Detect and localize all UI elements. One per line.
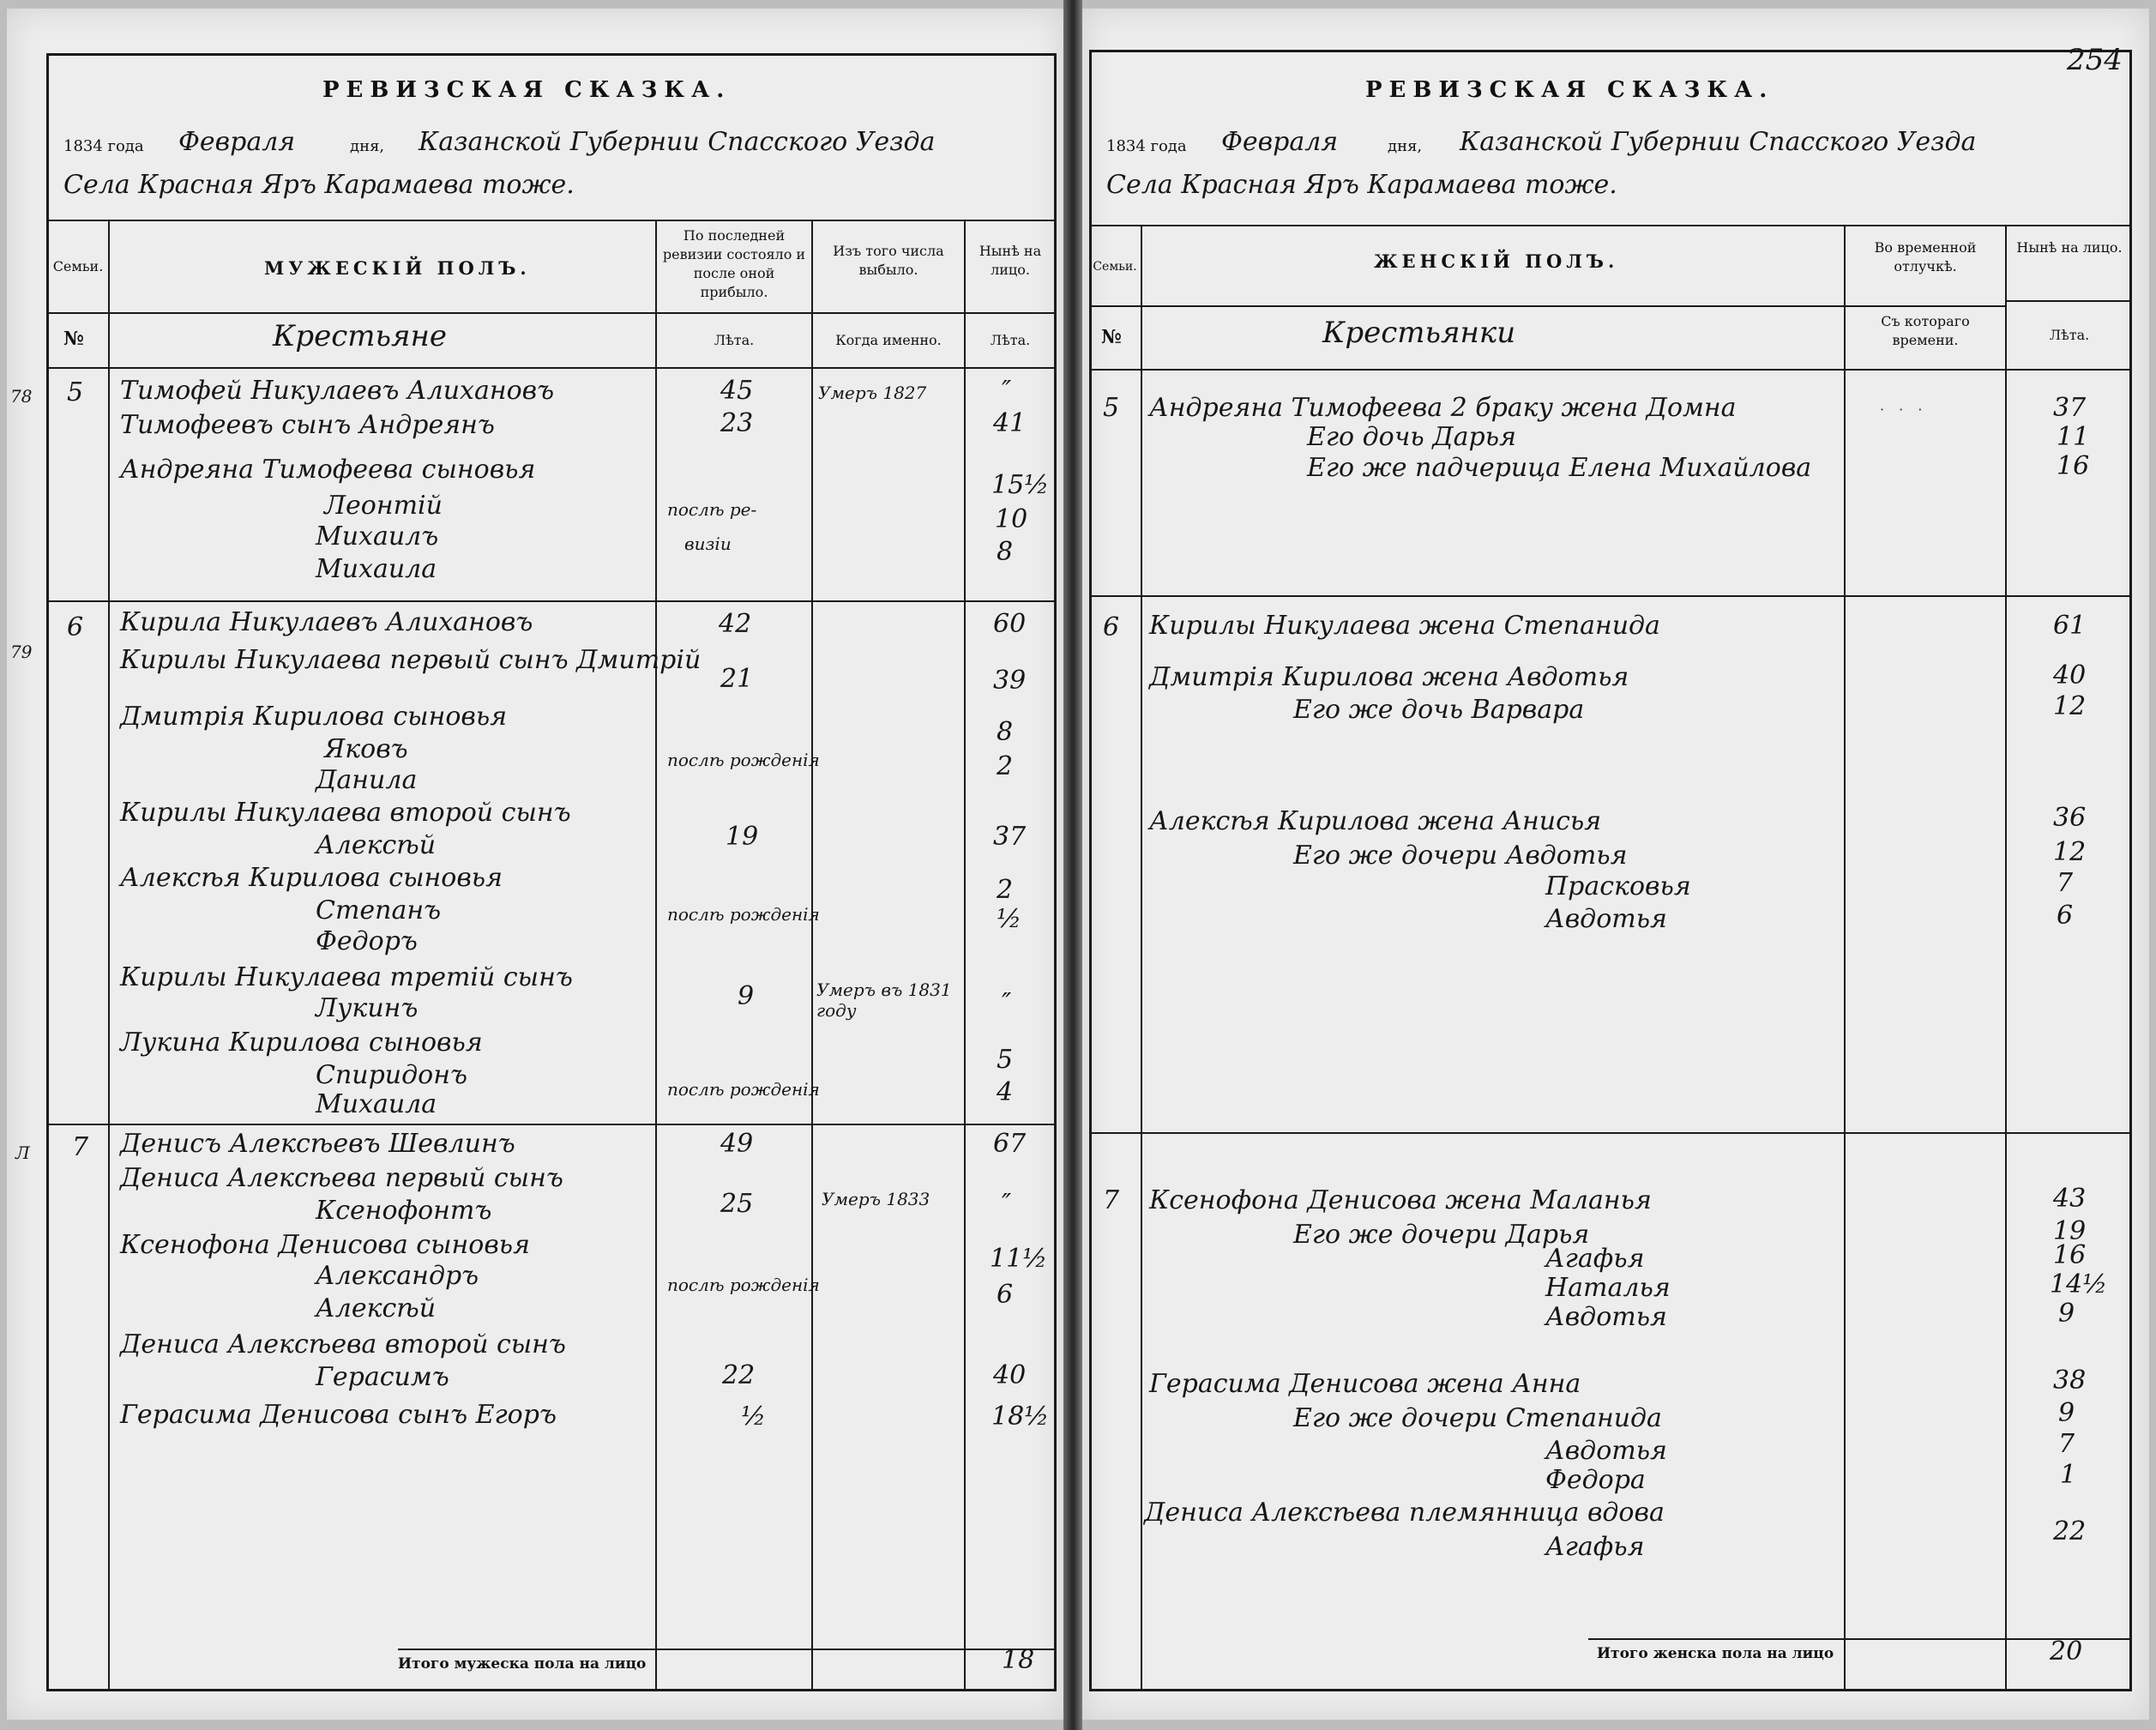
left-entry-now: ″ (1002, 376, 1012, 406)
right-entry-now: 16 (2053, 1240, 2087, 1270)
left-entry-name: Дениса Алексѣева второй сынъ (120, 1329, 566, 1359)
right-entry-now: 14½ (2050, 1269, 2108, 1299)
right-total-label: Итого женска пола на лицо (1597, 1645, 1834, 1662)
left-family-separator (46, 600, 1057, 602)
left-entry-now: 10 (995, 504, 1028, 534)
right-family-separator (1089, 595, 2132, 597)
left-entry-now: 60 (993, 609, 1027, 639)
right-col-divider-names (1844, 225, 1846, 1691)
left-entry-name: Герасима Денисова сынъ Егоръ (120, 1400, 557, 1430)
right-entry-now: 43 (2053, 1184, 2087, 1214)
left-entry-now: 5 (997, 1045, 1014, 1075)
left-entry-name: Лукина Кирилова сыновья (120, 1028, 483, 1058)
right-entry-now: 1 (2060, 1460, 2077, 1490)
left-sub-estate: Крестьяне (273, 319, 448, 353)
left-col-divider-revision (811, 220, 813, 1691)
left-col-family-header: Семьи. (52, 258, 104, 274)
left-entry-name: Кирилы Никулаева второй сынъ (120, 798, 571, 828)
right-entry-name: Герасима Денисова жена Анна (1149, 1369, 1581, 1399)
left-entry-now: 6 (997, 1280, 1014, 1310)
left-entry-name: Леонтій (324, 491, 443, 521)
right-entry-name: Федора (1545, 1465, 1646, 1495)
left-total-rule (398, 1649, 1057, 1650)
left-entry-name: Алексѣй (316, 830, 437, 860)
right-entry-name: Его же дочь Варвара (1293, 695, 1585, 725)
right-entry-now: 9 (2058, 1299, 2075, 1329)
left-entry-when: Умеръ 1833 (822, 1189, 930, 1209)
left-entry-revision: 45 (720, 376, 754, 406)
left-col-section-header: МУЖЕСКІЙ ПОЛЪ. (264, 257, 531, 279)
left-entry-now: 67 (993, 1129, 1027, 1159)
left-total-value: 18 (1002, 1645, 1035, 1675)
left-marginal-note: Л (15, 1142, 30, 1163)
right-entry-name: Его же дочери Степанида (1293, 1403, 1662, 1433)
right-col-absence-header: Во временной отлучкѣ. (1874, 239, 1977, 274)
right-date-year: 1834 года (1106, 137, 1187, 155)
right-col-now-header: Нынѣ на лицо. (2016, 239, 2123, 256)
left-col-left-header: Изъ того числа выбыло. (833, 243, 944, 278)
right-entry-now: 6 (2057, 901, 2074, 931)
left-header-top-rule (46, 220, 1057, 221)
left-total-label: Итого мужеска пола на лицо (398, 1655, 647, 1673)
left-sub-years2: Лѣта. (990, 332, 1031, 348)
book-spine (1063, 0, 1082, 1730)
left-sub-years1: Лѣта. (714, 332, 755, 348)
right-entry-name: Дмитрія Кирилова жена Авдотья (1149, 662, 1629, 692)
left-entry-now: 40 (993, 1360, 1027, 1390)
left-entry-revision-note: визіи (684, 533, 732, 554)
left-entry-name: Кирилы Никулаева первый сынъ Дмитрій (120, 645, 702, 675)
left-entry-when: Умеръ въ 1831 году (816, 980, 952, 1021)
left-entry-revision: 49 (720, 1129, 754, 1159)
right-entry-name: Андреяна Тимофеева 2 браку жена Домна (1149, 393, 1737, 423)
left-marginal-note: 78 (10, 386, 33, 407)
left-entry-now: ½ (997, 904, 1022, 934)
left-entry-revision: 23 (720, 408, 754, 438)
right-entry-name: Его дочь Дарья (1307, 422, 1516, 452)
right-family-separator (1089, 1132, 2132, 1134)
left-entry-name: Денисъ Алексѣевъ Шевлинъ (120, 1129, 515, 1159)
right-entry-name: Его же падчерица Елена Михайлова (1307, 453, 1812, 483)
right-entry-now: 61 (2053, 611, 2087, 641)
right-col-divider-family (1141, 225, 1142, 1691)
left-entry-name: Андреяна Тимофеева сыновья (120, 455, 536, 485)
left-entry-revision: ½ (741, 1401, 767, 1432)
right-header-mid-rule (2007, 300, 2132, 302)
right-entry-name: Прасковья (1545, 871, 1691, 901)
right-date-place: Казанской Губернии Спасского Уезда (1460, 127, 1977, 157)
right-entry-now: 36 (2053, 803, 2087, 833)
left-entry-name: Федоръ (316, 926, 418, 956)
left-entry-name: Тимофеевъ сынъ Андреянъ (120, 410, 495, 440)
right-sub-estate: Крестьянки (1322, 316, 1516, 350)
left-entry-revision: 22 (722, 1360, 756, 1390)
right-entry-now: 19 (2053, 1216, 2087, 1246)
left-family-number: 5 (67, 377, 84, 407)
left-entry-name: Тимофей Никулаевъ Алихановъ (120, 376, 555, 406)
left-entry-revision: 19 (726, 822, 759, 852)
right-family-number: 5 (1103, 393, 1120, 423)
left-entry-name: Алексѣй (316, 1293, 437, 1323)
left-date-day-label: дня, (350, 137, 385, 155)
right-entry-now: 38 (2053, 1365, 2087, 1395)
left-col-divider-family (108, 220, 110, 1691)
left-entry-revision: 9 (738, 981, 755, 1011)
left-sub-no: № (63, 328, 84, 350)
right-entry-name: Ксенофона Денисова жена Маланья (1149, 1185, 1652, 1215)
right-col-section-header: ЖЕНСКІЙ ПОЛЪ. (1374, 250, 1619, 272)
left-entry-name: Данила (316, 765, 418, 795)
left-entry-name: Лукинъ (316, 993, 419, 1023)
left-entry-name: Яковъ (324, 734, 408, 764)
left-entry-name: Дениса Алексѣева первый сынъ (120, 1163, 563, 1193)
left-entry-name: Ксенофона Денисова сыновья (120, 1230, 531, 1260)
left-entry-revision-note: послѣ ре- (667, 499, 757, 520)
left-entry-name: Алексѣя Кирилова сыновья (120, 863, 503, 893)
right-entry-name: Авдотья (1545, 904, 1667, 934)
right-entry-now: 37 (2053, 393, 2087, 423)
left-entry-now: 41 (993, 408, 1027, 438)
right-entry-name: Авдотья (1545, 1302, 1667, 1332)
left-entry-revision-note: послѣ рожденія (667, 904, 820, 925)
left-col-divider-names (655, 220, 657, 1691)
right-total-value: 20 (2050, 1637, 2083, 1667)
right-entry-name: Его же дочери Дарья (1293, 1220, 1590, 1250)
left-entry-now: ″ (1002, 1189, 1012, 1219)
left-entry-name: Кирила Никулаевъ Алихановъ (120, 607, 533, 637)
left-col-now-header: Нынѣ на лицо. (979, 243, 1042, 278)
left-family-number: 6 (67, 612, 84, 642)
right-entry-now: 12 (2053, 837, 2087, 867)
right-entry-name: Кирилы Никулаева жена Степанида (1149, 611, 1660, 641)
left-entry-now: 37 (993, 822, 1027, 852)
left-entry-revision-note: послѣ рожденія (667, 1275, 820, 1295)
right-entry-now: 7 (2057, 868, 2074, 898)
left-family-separator (46, 1124, 1057, 1125)
right-page (1082, 9, 2149, 1720)
right-entry-name: Агафья (1545, 1532, 1645, 1562)
left-entry-name: Дмитрія Кирилова сыновья (120, 702, 508, 732)
right-entry-name: Дениса Алексѣева племянница вдова (1144, 1498, 1665, 1528)
left-entry-revision: 25 (720, 1189, 754, 1219)
right-header-mid-rule (1089, 305, 2007, 307)
left-entry-now: 8 (997, 717, 1014, 747)
right-entry-name: Его же дочери Авдотья (1293, 841, 1628, 871)
right-family-number: 6 (1103, 612, 1120, 642)
left-entry-revision: 21 (720, 664, 754, 694)
right-entry-now: 22 (2053, 1516, 2087, 1546)
right-entry-now: 16 (2057, 451, 2090, 481)
right-date-day-label: дня, (1388, 137, 1423, 155)
left-entry-now: 15½ (991, 470, 1050, 500)
right-date-month: Февраля (1221, 127, 1339, 157)
left-header-mid-rule (46, 312, 1057, 314)
left-family-number: 7 (72, 1132, 89, 1162)
left-date-month: Февраля (178, 127, 296, 157)
left-marginal-note: 79 (10, 642, 33, 662)
left-entry-now: 39 (993, 666, 1027, 696)
left-header-bottom-rule (46, 367, 1057, 369)
left-entry-now: 11½ (990, 1244, 1048, 1274)
left-entry-when: Умеръ 1827 (818, 383, 927, 403)
right-entry-now: 40 (2053, 660, 2087, 690)
right-entry-name: Наталья (1545, 1273, 1671, 1303)
left-page-title: РЕВИЗСКАЯ СКАЗКА. (322, 77, 732, 103)
right-col-family-header: Семьи. (1093, 260, 1137, 274)
left-entry-now: 4 (997, 1077, 1014, 1107)
left-col-divider-left (964, 220, 966, 1691)
right-entry-now: 11 (2057, 422, 2090, 452)
right-entry-now: 7 (2058, 1429, 2075, 1459)
left-entry-now: 8 (997, 537, 1014, 567)
left-entry-revision-note: послѣ рожденія (667, 1079, 820, 1100)
left-date-year: 1834 года (63, 137, 144, 155)
left-entry-revision: 42 (719, 609, 752, 639)
left-entry-name: Спиридонъ (316, 1060, 467, 1090)
left-date-place: Казанской Губернии Спасского Уезда (419, 127, 936, 157)
left-date-line2: Села Красная Яръ Карамаева тоже. (63, 170, 575, 200)
right-date-line2: Села Красная Яръ Карамаева тоже. (1106, 170, 1617, 200)
left-sub-when: Когда именно. (835, 332, 942, 348)
right-col-since-header: Съ котораго времени. (1881, 313, 1970, 348)
left-entry-revision-note: послѣ рожденія (667, 750, 820, 770)
right-family-number: 7 (1103, 1185, 1120, 1215)
right-absence-dots: · · · (1880, 401, 1928, 418)
right-sub-no: № (1101, 326, 1122, 348)
left-entry-name: Герасимъ (316, 1362, 449, 1392)
left-entry-name: Ксенофонтъ (316, 1196, 492, 1226)
right-entry-name: Авдотья (1545, 1436, 1667, 1466)
right-entry-name: Алексѣя Кирилова жена Анисья (1149, 806, 1602, 836)
left-entry-now: 2 (997, 875, 1014, 905)
left-page (7, 9, 1063, 1720)
right-sub-years: Лѣта. (2049, 327, 2090, 343)
left-entry-name: Михаила (316, 554, 437, 584)
left-entry-name: Михаила (316, 1089, 437, 1119)
right-page-title: РЕВИЗСКАЯ СКАЗКА. (1365, 77, 1774, 103)
left-col-revision-header: По последней ревизии состояло и после оной прибыло. (662, 227, 806, 300)
left-entry-name: Михаилъ (316, 521, 439, 552)
right-header-bottom-rule (1089, 369, 2132, 371)
right-col-divider-absence (2005, 225, 2007, 1691)
right-entry-now: 12 (2053, 691, 2087, 721)
left-entry-name: Степанъ (316, 895, 442, 925)
left-entry-now: ″ (1002, 988, 1012, 1018)
right-entry-name: Агафья (1545, 1244, 1645, 1274)
left-entry-name: Кирилы Никулаева третій сынъ (120, 962, 573, 992)
left-entry-now: 2 (997, 751, 1014, 781)
left-entry-name: Александръ (316, 1261, 479, 1291)
right-page-number: 254 (2067, 43, 2123, 77)
left-entry-now: 18½ (991, 1401, 1050, 1432)
right-header-top-rule (1089, 225, 2132, 226)
right-entry-now: 9 (2058, 1398, 2075, 1428)
